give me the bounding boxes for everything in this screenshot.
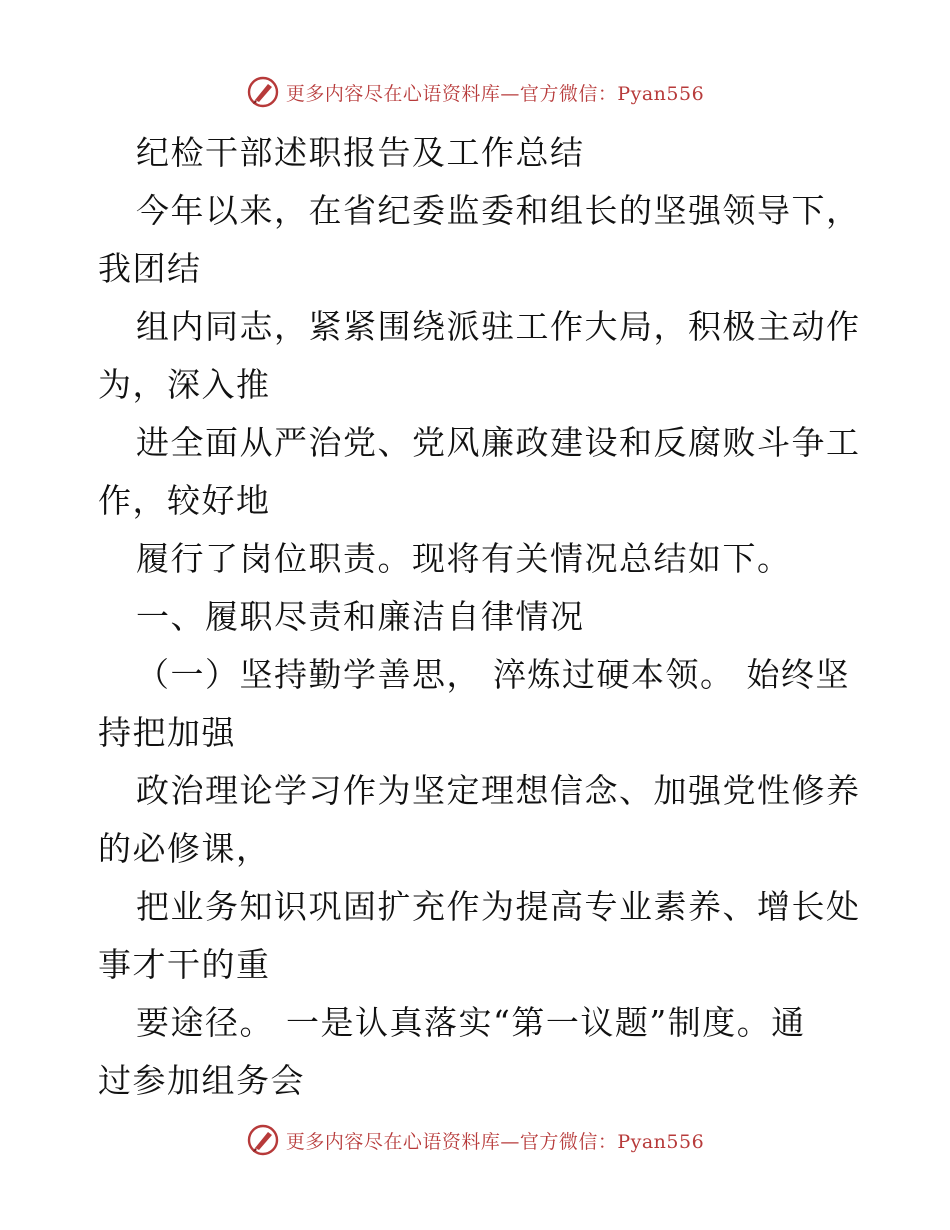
pen-logo-icon xyxy=(246,75,280,109)
text-line: 过参加组务会 xyxy=(98,1061,305,1100)
text-line: （一）坚持勤学善思， 淬炼过硬本领。 始终坚 xyxy=(136,655,850,694)
text-line: 一、履职尽责和廉洁自律情况 xyxy=(136,597,585,636)
document-body xyxy=(98,124,861,1110)
footer-watermark-text: 更多内容尽在心语资料库—官方微信：Pyan556 xyxy=(285,1130,705,1153)
text-line: 纪检干部述职报告及工作总结 xyxy=(136,133,585,172)
footer-watermark-banner xyxy=(0,1118,950,1162)
text-line: 要途径。 一是认真落实“第一议题”制度。通 xyxy=(136,1003,806,1042)
text-line: 把业务知识巩固扩充作为提高专业素养、增长处 xyxy=(136,887,861,926)
pen-logo-icon xyxy=(246,1123,280,1157)
text-line: 进全面从严治党、党风廉政建设和反腐败斗争工 xyxy=(136,423,861,462)
text-line: 组内同志，紧紧围绕派驻工作大局，积极主动作 xyxy=(136,307,861,346)
text-line: 为，深入推 xyxy=(98,365,271,404)
header-watermark-banner xyxy=(0,70,950,114)
text-line: 我团结 xyxy=(98,249,202,288)
text-line: 的必修课， xyxy=(98,829,271,868)
text-line: 履行了岗位职责。现将有关情况总结如下。 xyxy=(136,539,792,578)
text-line: 持把加强 xyxy=(98,713,236,752)
text-line: 政治理论学习作为坚定理想信念、加强党性修养 xyxy=(136,771,861,810)
text-line: 今年以来，在省纪委监委和组长的坚强领导下， xyxy=(136,191,861,230)
text-line: 事才干的重 xyxy=(98,945,271,984)
header-watermark-text: 更多内容尽在心语资料库—官方微信：Pyan556 xyxy=(285,82,705,105)
text-line: 作，较好地 xyxy=(98,481,271,520)
